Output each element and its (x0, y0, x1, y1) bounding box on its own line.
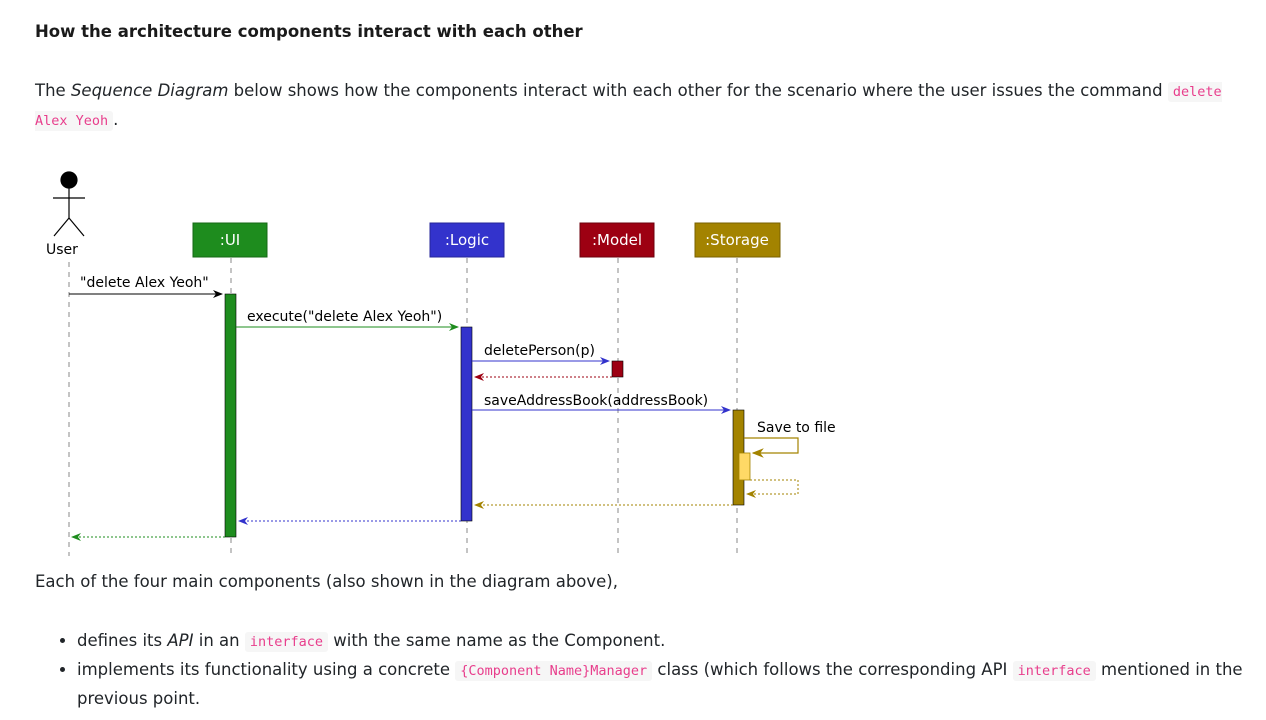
svg-text::Model: :Model (591, 231, 643, 249)
msg-save-address-book: saveAddressBook(addressBook) (484, 393, 709, 409)
component-bullets (35, 627, 1266, 712)
arrow-storage-self-return (747, 480, 798, 494)
bullet2-text-3: mentioned in the previous point. (77, 660, 1243, 708)
bullet2-text-1: implements its functionality using a concrete (77, 660, 456, 679)
svg-text::UI: :UI (219, 231, 241, 249)
bullet-implements (77, 656, 1266, 712)
arrow-storage-self-call (744, 438, 798, 453)
storage-self-activation (739, 453, 750, 480)
bullet2-code-2: interface (1013, 661, 1096, 681)
bullet1-text-2: in an (193, 631, 245, 650)
after-paragraph: Each of the four main components (also shown in the diagram above), (35, 572, 618, 591)
command-code: delete Alex Yeoh (35, 84, 1222, 129)
actor-label: User (46, 242, 78, 258)
msg-save-to-file: Save to file (757, 420, 836, 436)
bullet-define-api (77, 627, 1266, 656)
msg-delete-person: deletePerson(p) (484, 343, 595, 359)
intro-text-1: The (35, 81, 71, 100)
intro-text-2: below shows how the components interact with each other for the scenario where the user issues the command (228, 81, 1168, 100)
svg-text::Storage: :Storage (705, 231, 769, 249)
bullet1-text-1: defines its (77, 631, 168, 650)
bullet1-text-3: with the same name as the Component. (328, 631, 666, 650)
model-activation (612, 361, 623, 377)
bullet2-text-2: class (which follows the corresponding API (652, 660, 1013, 679)
logic-activation (461, 327, 472, 521)
participant-model (580, 223, 654, 257)
section-heading: How the architecture components interact with each other (35, 22, 583, 41)
bullet2-code-1: {Component Name}Manager (455, 661, 652, 681)
msg-execute: execute("delete Alex Yeoh") (247, 309, 443, 325)
bullet1-code: interface (245, 632, 328, 652)
intro-paragraph (35, 77, 1235, 135)
bullet1-emphasis: API (167, 631, 194, 650)
participant-storage (695, 223, 780, 257)
ui-activation (225, 294, 236, 537)
msg-user-command: "delete Alex Yeoh" (80, 275, 209, 291)
participant-ui (193, 223, 267, 257)
sequence-diagram (0, 150, 860, 570)
participant-logic (430, 223, 504, 257)
svg-text::Logic: :Logic (444, 231, 490, 249)
intro-text-3: . (113, 110, 119, 129)
user-actor-icon (53, 172, 85, 236)
intro-emphasis: Sequence Diagram (70, 81, 229, 100)
